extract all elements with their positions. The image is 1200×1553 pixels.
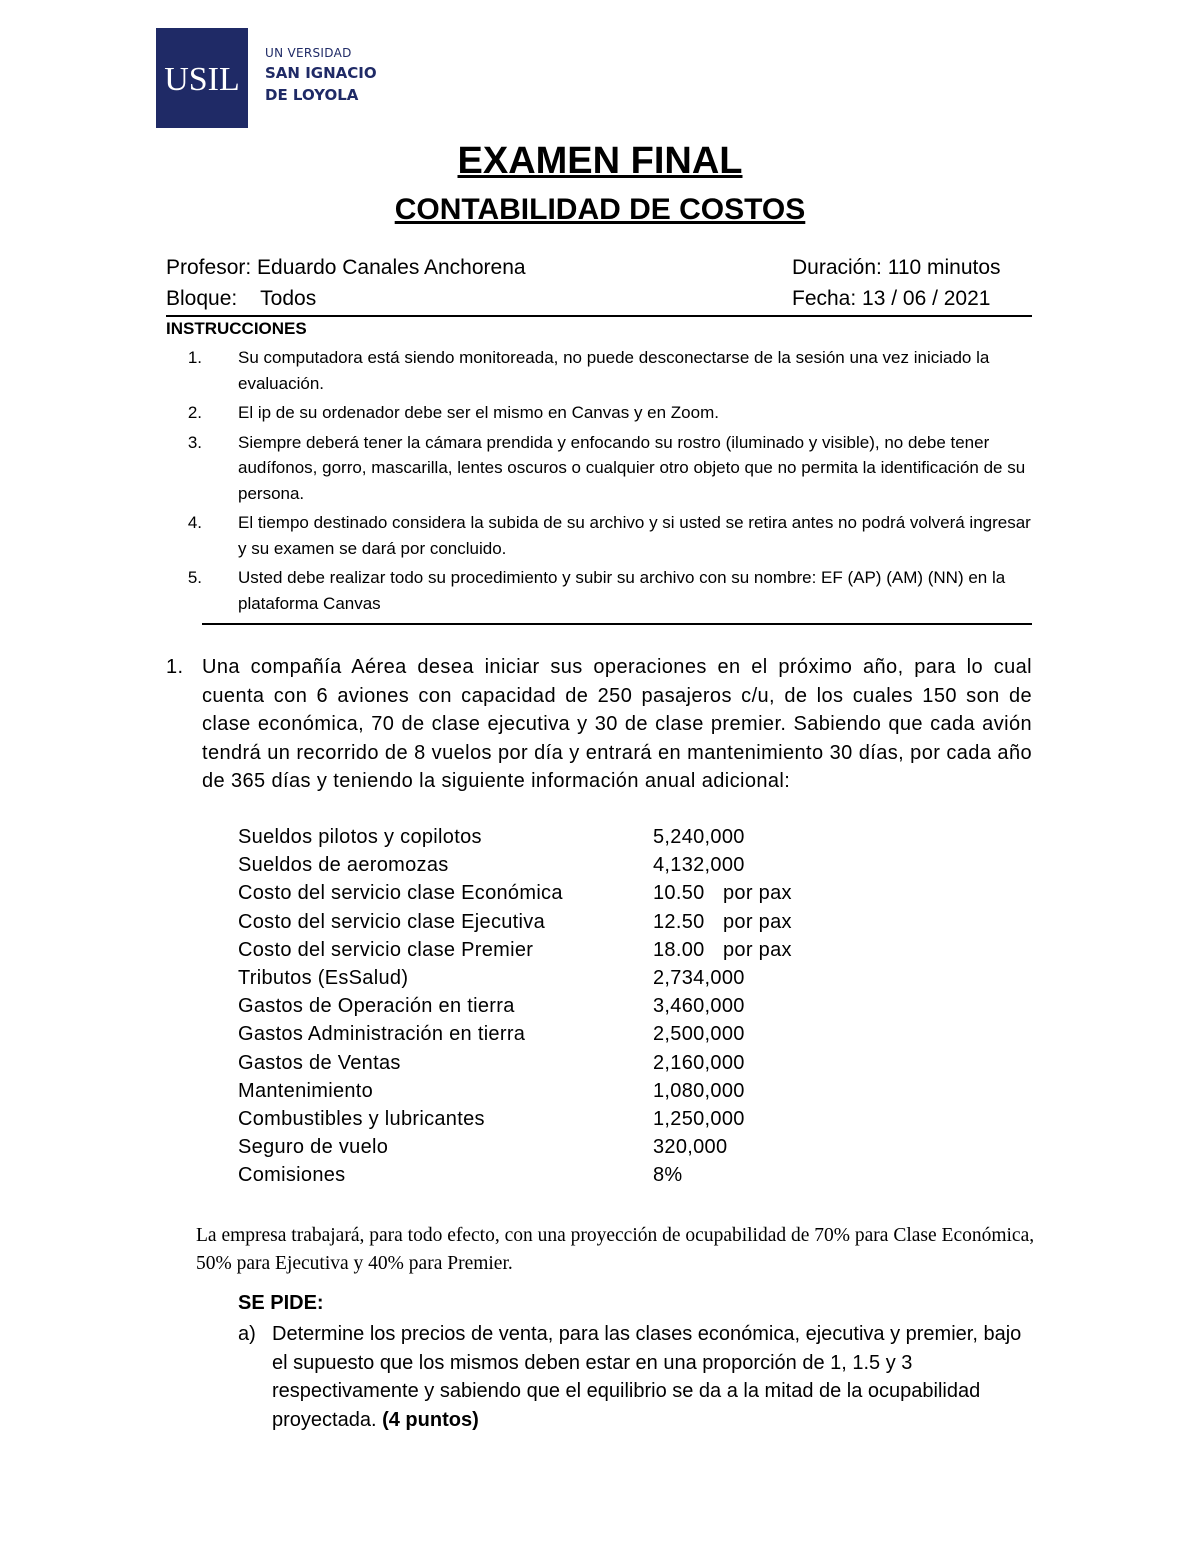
cost-label: Combustibles y lubricantes <box>238 1108 485 1131</box>
sub-question-text: Determine los precios de venta, para las clases económica, ejecutiva y premier, bajo el supuesto que los mismos deben estar en una proporción de 1, 1.5 y 3 respectivamente y sabiendo que el equilibrio se da a la mitad de la ocupabilidad proyectada. <box>272 1323 1022 1431</box>
cost-value: 8% <box>653 1164 683 1187</box>
instruction-number: 1. <box>187 348 202 367</box>
cost-row <box>238 1077 792 1105</box>
cost-value: 2,734,000 <box>653 967 745 990</box>
cost-row <box>238 1133 792 1161</box>
cost-row <box>238 1020 792 1048</box>
cost-label: Comisiones <box>238 1164 346 1187</box>
cost-value: 320,000 <box>653 1136 728 1159</box>
cost-value: 4,132,000 <box>653 854 745 877</box>
cost-row <box>238 964 792 992</box>
cost-label: Tributos (EsSalud) <box>238 967 409 990</box>
cost-label: Gastos de Operación en tierra <box>238 995 515 1018</box>
monogram-text: USIL <box>164 61 240 98</box>
cost-label: Gastos Administración en tierra <box>238 1023 526 1046</box>
sub-question-points: (4 puntos) <box>382 1408 479 1431</box>
cost-row <box>238 879 792 907</box>
logo-line-2: SAN IGNACIO <box>265 64 377 82</box>
cost-row <box>238 851 792 879</box>
cost-row <box>238 823 792 851</box>
course-title: CONTABILIDAD DE COSTOS <box>394 193 806 226</box>
usil-monogram-icon <box>156 28 248 128</box>
cost-unit: por pax <box>723 882 792 905</box>
cost-row <box>238 992 792 1020</box>
cost-label: Costo del servicio clase Económica <box>238 882 563 905</box>
instruction-text: El tiempo destinado considera la subida de su archivo y si usted se retira antes no podrá volverá ingresar y su examen se dará por concluido. <box>238 513 1031 558</box>
instruction-text: Siempre deberá tener la cámara prendida y enfocando su rostro (iluminado y visible), no debe tener audífonos, gorro, mascarilla, lentes oscuros o cualquier otro objeto que no permita la identificación de su persona. <box>238 432 1026 503</box>
professor-name: Profesor: Eduardo Canales Anchorena <box>166 256 526 279</box>
instruction-number: 3. <box>187 432 202 452</box>
question-1 <box>166 653 1032 796</box>
cost-unit: por pax <box>723 938 792 961</box>
cost-label: Seguro de vuelo <box>238 1136 389 1159</box>
instructions-list <box>166 345 1032 620</box>
exam-date: Fecha: 13 / 06 / 2021 <box>792 287 991 310</box>
cost-label: Costo del servicio clase Ejecutiva <box>238 910 545 933</box>
instruction-item <box>166 345 1032 396</box>
cost-label: Mantenimiento <box>238 1079 374 1102</box>
cost-value: 2,500,000 <box>653 1023 745 1046</box>
sub-question-letter: a) <box>238 1323 256 1345</box>
cost-table <box>238 823 792 1190</box>
cost-row <box>238 936 792 964</box>
instructions-divider <box>202 623 1032 625</box>
sub-question-a <box>238 1320 1038 1434</box>
instruction-text: Su computadora está siendo monitoreada, no puede desconectarse de la sesión una vez iniciado la evaluación. <box>238 348 990 393</box>
cost-label: Sueldos pilotos y copilotos <box>238 826 482 848</box>
cost-label: Gastos de Ventas <box>238 1051 401 1074</box>
instruction-number: 2. <box>187 403 202 422</box>
logo-line-3: DE LOYOLA <box>265 86 359 104</box>
se-pide-heading: SE PIDE: <box>238 1292 324 1314</box>
exam-title: EXAMEN FINAL <box>457 140 743 182</box>
cost-row <box>238 908 792 936</box>
occupancy-note: La empresa trabajará, para todo efecto, con una proyección de ocupabilidad de 70% para Clase Económica, 50% para Ejecutiva y 40% para Premier. <box>196 1225 1035 1274</box>
exam-duration: Duración: 110 minutos <box>792 256 1001 279</box>
university-logo <box>156 28 248 128</box>
cost-row <box>238 1161 792 1189</box>
instruction-item <box>166 430 1032 507</box>
question-number: 1. <box>166 656 184 678</box>
logo-line-1: UN VERSIDAD <box>265 46 352 60</box>
cost-value: 18.00 <box>653 938 705 961</box>
header-divider <box>166 315 1032 317</box>
cost-unit: por pax <box>723 910 792 933</box>
instruction-item <box>166 400 1032 426</box>
cost-value: 2,160,000 <box>653 1051 745 1074</box>
instruction-item <box>166 510 1032 561</box>
instruction-text: Usted debe realizar todo su procedimiento y subir su archivo con su nombre: EF (AP) (AM) (NN) en la plataforma Canvas <box>238 568 1006 613</box>
instruction-item <box>166 565 1032 616</box>
university-name <box>265 44 377 106</box>
cost-value: 12.50 <box>653 910 705 933</box>
cost-row <box>238 1105 792 1133</box>
cost-value: 1,080,000 <box>653 1079 745 1102</box>
cost-value: 5,240,000 <box>653 826 745 848</box>
cost-row <box>238 1049 792 1077</box>
cost-value: 10.50 <box>653 882 705 905</box>
exam-block: Bloque: Todos <box>166 287 317 310</box>
cost-value: 3,460,000 <box>653 995 745 1018</box>
cost-label: Sueldos de aeromozas <box>238 854 449 877</box>
instruction-number: 5. <box>187 568 202 587</box>
instruction-text: El ip de su ordenador debe ser el mismo en Canvas y en Zoom. <box>238 403 719 422</box>
sub-question-body <box>272 1320 1038 1434</box>
question-text: Una compañía Aérea desea iniciar sus operaciones en el próximo año, para lo cual cuenta con 6 aviones con capacidad de 250 pasajeros c/u, de los cuales 150 son de clase económica, 70 de clase ejecutiva y 30 de clase premier. Sabiendo que cada avión tendrá un recorrido de 8 vuelos por día y entrará en mantenimiento 30 días, por cada año de 365 días y teniendo la siguiente información anual adicional: <box>202 656 1032 792</box>
instructions-heading: INSTRUCCIONES <box>166 319 307 338</box>
instruction-number: 4. <box>187 513 202 532</box>
cost-value: 1,250,000 <box>653 1108 745 1131</box>
cost-label: Costo del servicio clase Premier <box>238 938 534 961</box>
